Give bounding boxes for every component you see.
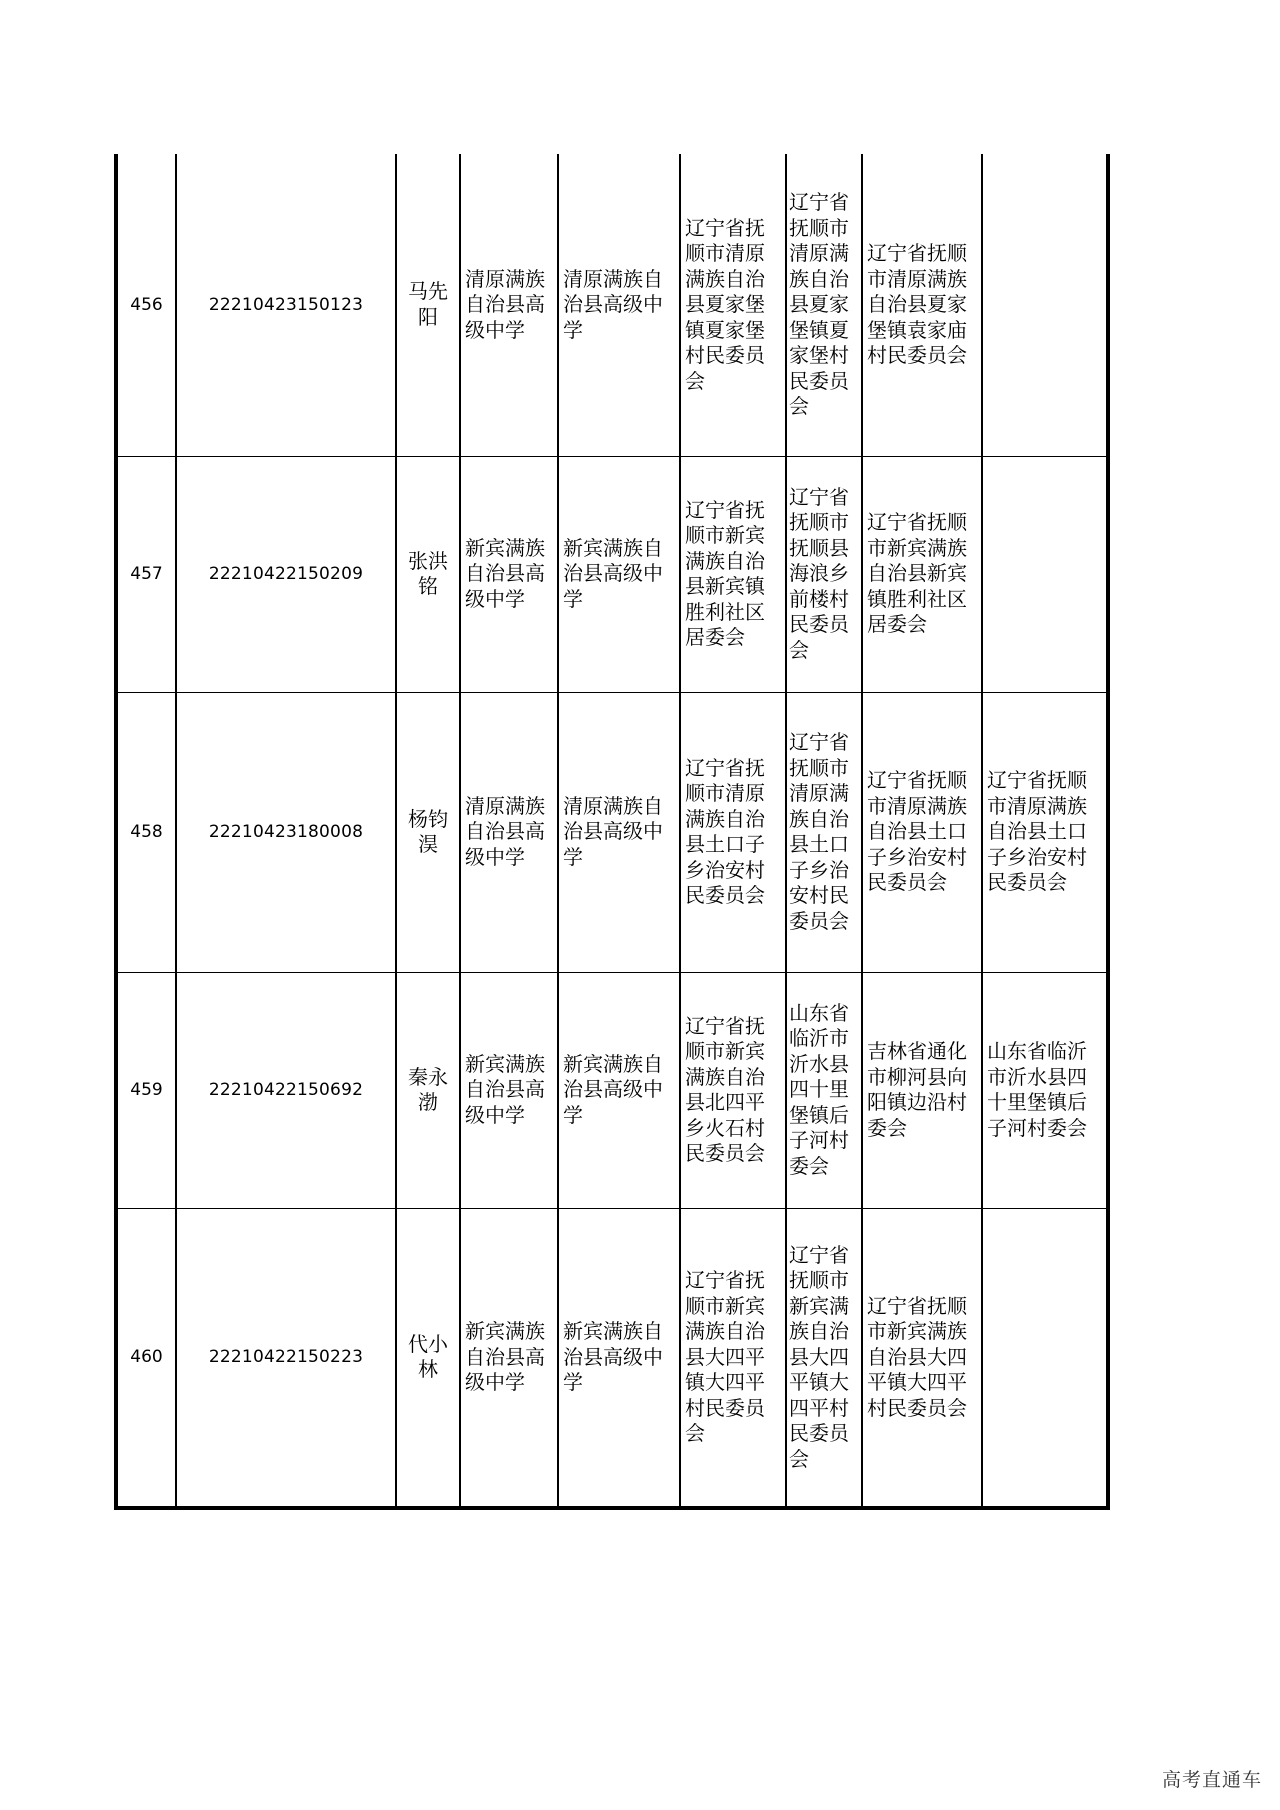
- school-cell: 清原满族自治县高级中学: [558, 154, 680, 456]
- school-cell: 新宾满族自治县高级中学: [460, 1208, 558, 1508]
- table-row: [116, 154, 1108, 456]
- school-cell: 清原满族自治县高级中学: [460, 692, 558, 972]
- watermark-text: 高考直通车: [1161, 1769, 1262, 1791]
- household-address-cell: 辽宁省抚顺市新宾满族自治县北四平乡火石村民委员会: [680, 972, 786, 1208]
- exam-id-cell: 22210423150123: [176, 154, 396, 456]
- student-name-cell: 秦永渤: [396, 972, 460, 1208]
- household-address-cell: 辽宁省抚顺市清原满族自治县土口子乡治安村民委员会: [680, 692, 786, 972]
- residence-address-cell: 辽宁省抚顺市清原满族自治县土口子乡治安村民委员会: [786, 692, 862, 972]
- school-cell: 新宾满族自治县高级中学: [460, 972, 558, 1208]
- household-address-cell: 辽宁省抚顺市新宾满族自治县大四平镇大四平村民委员会: [680, 1208, 786, 1508]
- residence-address-cell: 辽宁省抚顺市新宾满族自治县大四平镇大四平村民委员会: [786, 1208, 862, 1508]
- guardian-address-cell: 辽宁省抚顺市清原满族自治县土口子乡治安村民委员会: [862, 692, 982, 972]
- roster-table: [114, 154, 1110, 1510]
- serial-number-cell: 460: [116, 1208, 176, 1508]
- household-address-cell: 辽宁省抚顺市新宾满族自治县新宾镇胜利社区居委会: [680, 456, 786, 692]
- table-row: [116, 1208, 1108, 1508]
- student-name-cell: 代小林: [396, 1208, 460, 1508]
- guardian-address-cell: 辽宁省抚顺市新宾满族自治县大四平镇大四平村民委员会: [862, 1208, 982, 1508]
- serial-number-cell: 459: [116, 972, 176, 1208]
- other-address-cell: [982, 154, 1108, 456]
- serial-number-cell: 458: [116, 692, 176, 972]
- residence-address-cell: 辽宁省抚顺市清原满族自治县夏家堡镇夏家堡村民委员会: [786, 154, 862, 456]
- guardian-address-cell: 辽宁省抚顺市清原满族自治县夏家堡镇袁家庙村民委员会: [862, 154, 982, 456]
- school-cell: 新宾满族自治县高级中学: [460, 456, 558, 692]
- exam-id-cell: 22210422150692: [176, 972, 396, 1208]
- other-address-cell: [982, 456, 1108, 692]
- exam-id-cell: 22210422150223: [176, 1208, 396, 1508]
- household-address-cell: 辽宁省抚顺市清原满族自治县夏家堡镇夏家堡村民委员会: [680, 154, 786, 456]
- guardian-address-cell: 吉林省通化市柳河县向阳镇边沿村委会: [862, 972, 982, 1208]
- student-name-cell: 马先阳: [396, 154, 460, 456]
- residence-address-cell: 山东省临沂市沂水县四十里堡镇后子河村委会: [786, 972, 862, 1208]
- serial-number-cell: 456: [116, 154, 176, 456]
- school-cell: 新宾满族自治县高级中学: [558, 1208, 680, 1508]
- residence-address-cell: 辽宁省抚顺市抚顺县海浪乡前楼村民委员会: [786, 456, 862, 692]
- school-cell: 清原满族自治县高级中学: [558, 692, 680, 972]
- school-cell: 清原满族自治县高级中学: [460, 154, 558, 456]
- student-name-cell: 杨钧淏: [396, 692, 460, 972]
- school-cell: 新宾满族自治县高级中学: [558, 456, 680, 692]
- student-name-cell: 张洪铭: [396, 456, 460, 692]
- exam-id-cell: 22210422150209: [176, 456, 396, 692]
- table-row: [116, 972, 1108, 1208]
- school-cell: 新宾满族自治县高级中学: [558, 972, 680, 1208]
- exam-id-cell: 22210423180008: [176, 692, 396, 972]
- serial-number-cell: 457: [116, 456, 176, 692]
- other-address-cell: [982, 1208, 1108, 1508]
- other-address-cell: 辽宁省抚顺市清原满族自治县土口子乡治安村民委员会: [982, 692, 1108, 972]
- other-address-cell: 山东省临沂市沂水县四十里堡镇后子河村委会: [982, 972, 1108, 1208]
- guardian-address-cell: 辽宁省抚顺市新宾满族自治县新宾镇胜利社区居委会: [862, 456, 982, 692]
- table-row: [116, 692, 1108, 972]
- table-row: [116, 456, 1108, 692]
